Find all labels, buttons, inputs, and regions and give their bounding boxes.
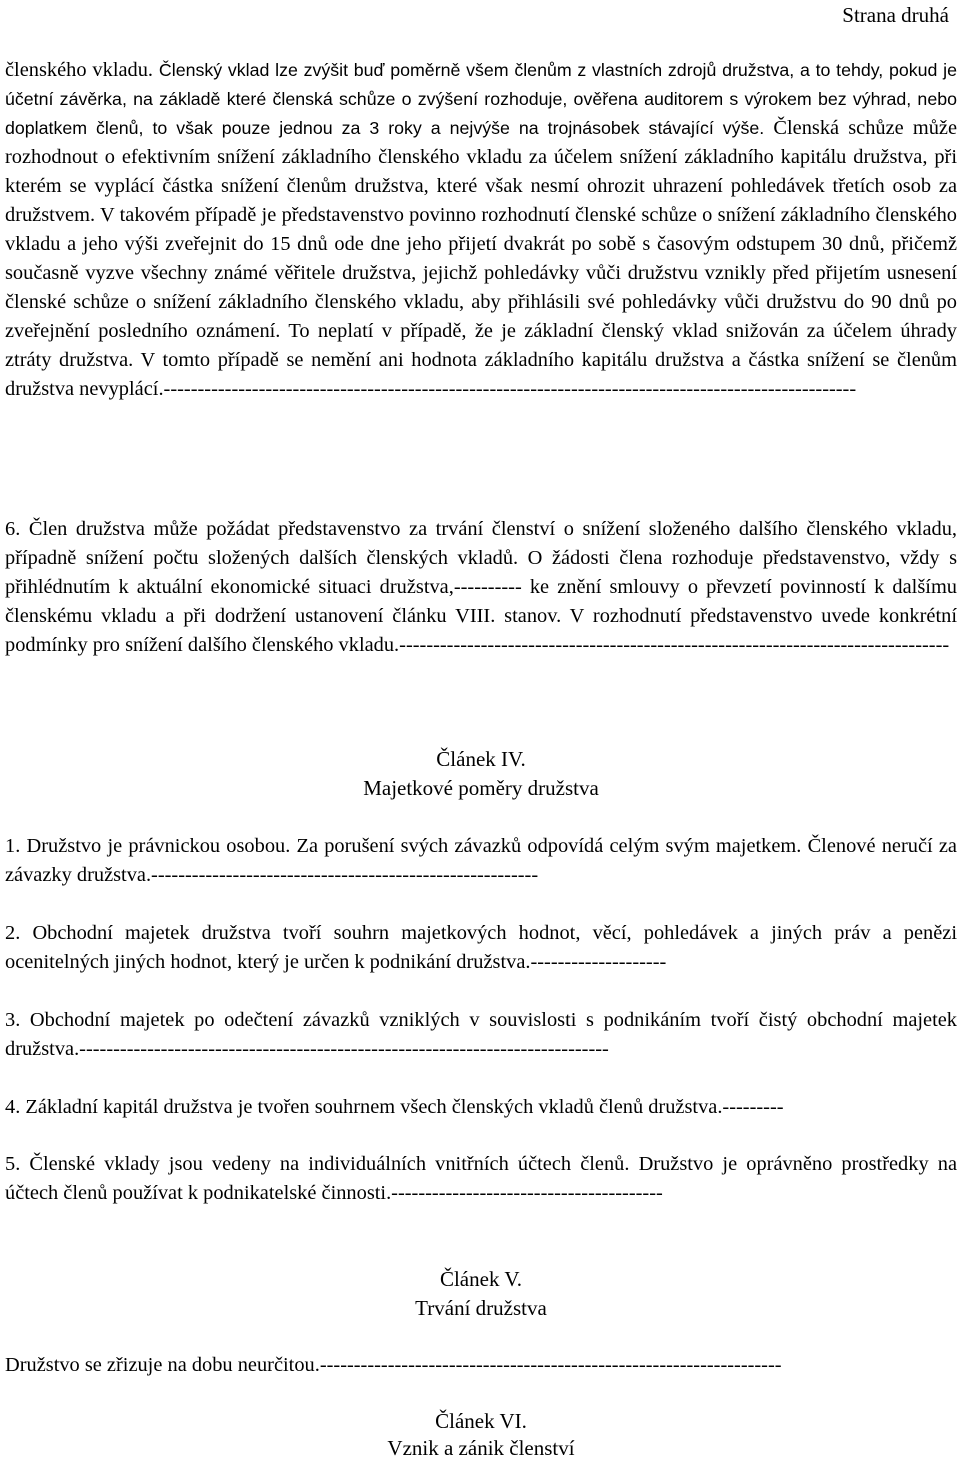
paragraph-lead-text: členského vkladu.	[5, 59, 159, 81]
document-page	[5, 0, 957, 1460]
article-iv-point-2: 2. Obchodní majetek družstva tvoří souhrn majetkových hodnot, věcí, pohledávek a jiných práv a penězi ocenitelných jiných hodnot, který je určen k podnikání družstva.--------------------	[5, 922, 957, 973]
paragraph-member-deposit-change	[5, 56, 957, 404]
page-label: Strana druhá	[842, 3, 949, 27]
article-v-number: Článek V.	[439, 1267, 523, 1291]
page-header	[842, 2, 949, 28]
article-vi-number: Článek VI.	[435, 1409, 527, 1433]
article-v-point-1: Družstvo se zřizuje na dobu neurčitou.--------------------------------------------------------------------	[5, 1354, 782, 1376]
paragraph-deposit-decrease-text: Členská schůze může rozhodnout o efektivním snížení základního členského vkladu za účelem snížení základního kapitálu družstva, při kterém se vyplácí částka snížení členům družstva, které však nesmí ohrozit uhrazení pohledávek třetích osob za družstvem. V takovém případě je představenstvo povinno rozhodnutí členské schůze o snížení základního členského vkladu a jeho výši zveřejnit do 15 dnů ode dne jeho přijetí dvakrát po sobě s časovým odstupem 30 dnů, přičemž současně vyzve všechny známé věřitele družstva, jejichž pohledávky vůči družstvu vznikly před přijetím usnesení členské schůze o snížení základního členského vkladu, aby přihlásili své pohledávky vůči družstvu do 90 dnů po zveřejnění posledního oznámení. To neplatí v případě, že je základní členský vklad snižován za účelem úhrady ztráty družstva. V tomto případě se nemění ani hodnota základního kapitálu družstva a částka snížení se členům družstva nevyplácí.------------------------------------------------------------------------------------------------------	[5, 117, 957, 400]
article-v-title: Trvání družstva	[415, 1296, 547, 1320]
paragraph-point-6: 6. Člen družstva může požádat představenstvo za trvání členství o snížení složeného dalšího členského vkladu, případně snížení počtu složených dalších členských vkladů. O žádosti člena rozhoduje představenstvo, vždy s přihlédnutím k aktuální ekonomické situaci družstva,---------- ke znění smlouvy o převzetí povinností k dalšímu členskému vkladu a při dodržení ustanovení článku VIII. stanov. V rozhodnutí představenstvo uvede konkrétní podmínky pro snížení dalšího členského vkladu.---------------------------------------------------------------------------------	[5, 518, 957, 656]
article-iv-number: Článek IV.	[436, 747, 526, 771]
article-iv-point-3: 3. Obchodní majetek po odečtení závazků vzniklých v souvislosti s podnikáním tvoří čistý obchodní majetek družstva.------------------------------------------------------------------------------	[5, 1009, 957, 1060]
article-iv-title: Majetkové poměry družstva	[363, 776, 599, 800]
article-iv-point-5: 5. Členské vklady jsou vedeny na individuálních vnitřních účtech členů. Družstvo je oprávněno prostředky na účtech členů používat k podnikatelské činnosti.----------------------------------------	[5, 1153, 957, 1204]
article-iv-point-1: 1. Družstvo je právnickou osobou. Za porušení svých závazků odpovídá celým svým majetkem. Členové neručí za závazky družstva.---------------------------------------------------------	[5, 835, 957, 886]
article-iv-point-4: 4. Základní kapitál družstva je tvořen souhrnem všech členských vkladů členů družstva.---------	[5, 1096, 784, 1118]
article-vi-title: Vznik a zánik členství	[387, 1436, 575, 1460]
paragraph-deposit-increase-text: Členský vklad lze zvýšit buď poměrně všem členům z vlastních zdrojů družstva, a to tehdy, pokud je účetní závěrka, na základě které členská schůze o zvýšení rozhoduje, ověřena auditorem s výrokem bez výhrad, nebo doplatkem členů, to však pouze jednou za 3 roky a nejvýše na trojnásobek stávající výše.	[5, 60, 957, 138]
